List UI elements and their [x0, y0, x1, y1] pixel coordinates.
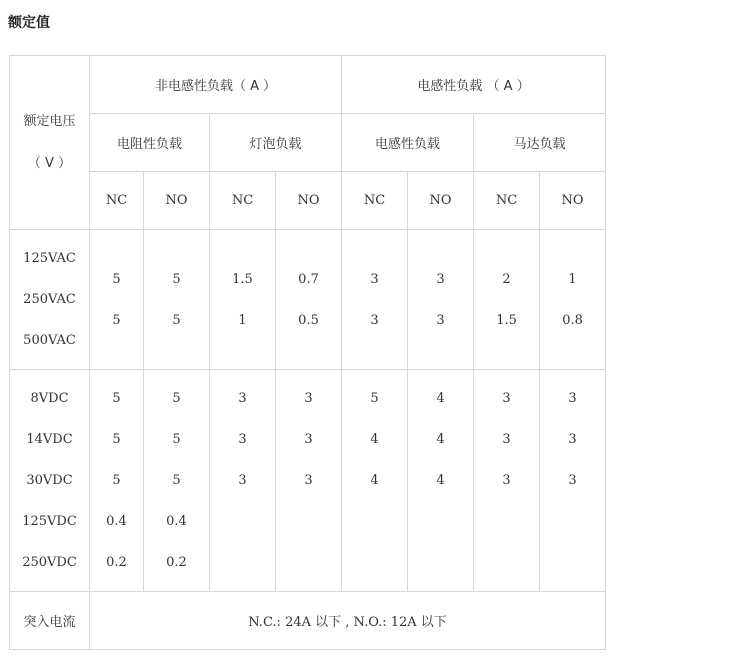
value: 4 — [436, 473, 445, 488]
value: 3 — [370, 312, 379, 328]
inrush-value: N.C.: 24A 以下 , N.O.: 12A 以下 — [90, 592, 606, 650]
ac-inductive-nc-cell — [342, 230, 408, 370]
value: 1.5 — [232, 271, 253, 287]
dc-voltage: 14VDC — [26, 432, 73, 447]
value: 5 — [112, 473, 121, 488]
value: 3 — [238, 432, 247, 447]
value: 0.4 — [106, 514, 127, 529]
nc-header: NC — [210, 172, 276, 230]
dc-motor-nc-cell — [474, 370, 540, 592]
dc-resistive-nc-cell — [90, 370, 144, 592]
no-header: NO — [540, 172, 606, 230]
dc-voltage: 125VDC — [22, 514, 77, 529]
value: 3 — [568, 391, 577, 406]
value: 4 — [436, 391, 445, 406]
value: 5 — [112, 432, 121, 447]
value: 0.5 — [298, 312, 319, 328]
value: 3 — [238, 473, 247, 488]
value: 0.8 — [562, 312, 583, 328]
value: 3 — [238, 391, 247, 406]
dc-voltage: 250VDC — [22, 555, 77, 570]
value: 0.7 — [298, 271, 319, 287]
value: 5 — [112, 312, 121, 328]
rating-table — [9, 55, 606, 650]
ac-voltage-cell — [10, 230, 90, 370]
value: 5 — [172, 391, 181, 406]
value: 5 — [112, 271, 121, 287]
nc-header: NC — [474, 172, 540, 230]
inductive-header: 电感性负载 （ A ） — [342, 56, 606, 114]
inrush-label: 突入电流 — [10, 592, 90, 650]
voltage-header-cell — [10, 56, 90, 230]
value: 3 — [436, 271, 445, 287]
ac-lamp-nc-cell — [210, 230, 276, 370]
value: 3 — [304, 473, 313, 488]
dc-inductive-nc-cell — [342, 370, 408, 592]
value: 3 — [436, 312, 445, 328]
nc-header: NC — [342, 172, 408, 230]
dc-resistive-no-cell — [144, 370, 210, 592]
value: 0.4 — [166, 514, 187, 529]
dc-motor-no-cell — [540, 370, 606, 592]
value: 5 — [172, 473, 181, 488]
value: 4 — [370, 432, 379, 447]
ac-motor-nc-cell — [474, 230, 540, 370]
value: 2 — [502, 271, 511, 287]
value: 3 — [304, 391, 313, 406]
no-header: NO — [276, 172, 342, 230]
dc-lamp-no-cell — [276, 370, 342, 592]
value: 3 — [304, 432, 313, 447]
page-title: 额定值 — [8, 15, 50, 31]
no-header: NO — [408, 172, 474, 230]
inductive-load-header: 电感性负载 — [342, 114, 474, 172]
value: 1 — [238, 312, 247, 328]
dc-voltage-cell — [10, 370, 90, 592]
value: 3 — [502, 432, 511, 447]
value: 0.2 — [106, 555, 127, 570]
nc-header: NC — [90, 172, 144, 230]
value: 5 — [112, 391, 121, 406]
ac-motor-no-cell — [540, 230, 606, 370]
no-header: NO — [144, 172, 210, 230]
ac-resistive-nc-cell — [90, 230, 144, 370]
dc-voltage: 8VDC — [30, 391, 69, 406]
value: 1 — [568, 271, 577, 287]
value: 0.2 — [166, 555, 187, 570]
value: 5 — [172, 271, 181, 287]
ac-lamp-no-cell — [276, 230, 342, 370]
value: 4 — [370, 473, 379, 488]
resistive-load-header: 电阻性负载 — [90, 114, 210, 172]
value: 5 — [172, 312, 181, 328]
ac-resistive-no-cell — [144, 230, 210, 370]
dc-lamp-nc-cell — [210, 370, 276, 592]
value: 5 — [370, 391, 379, 406]
value: 5 — [172, 432, 181, 447]
dc-voltage: 30VDC — [26, 473, 73, 488]
value: 3 — [502, 391, 511, 406]
value: 3 — [370, 271, 379, 287]
value: 3 — [568, 432, 577, 447]
value: 1.5 — [496, 312, 517, 328]
value: 4 — [436, 432, 445, 447]
voltage-header-unit: （ V ） — [27, 155, 72, 171]
value: 3 — [502, 473, 511, 488]
motor-load-header: 马达负载 — [474, 114, 606, 172]
ac-voltage: 125VAC — [23, 251, 76, 266]
ac-voltage: 500VAC — [23, 333, 76, 348]
lamp-load-header: 灯泡负载 — [210, 114, 342, 172]
non-inductive-header: 非电感性负载（ A ） — [90, 56, 342, 114]
voltage-header-label: 额定电压 — [23, 113, 76, 129]
dc-inductive-no-cell — [408, 370, 474, 592]
ac-voltage: 250VAC — [23, 292, 76, 307]
ac-inductive-no-cell — [408, 230, 474, 370]
value: 3 — [568, 473, 577, 488]
